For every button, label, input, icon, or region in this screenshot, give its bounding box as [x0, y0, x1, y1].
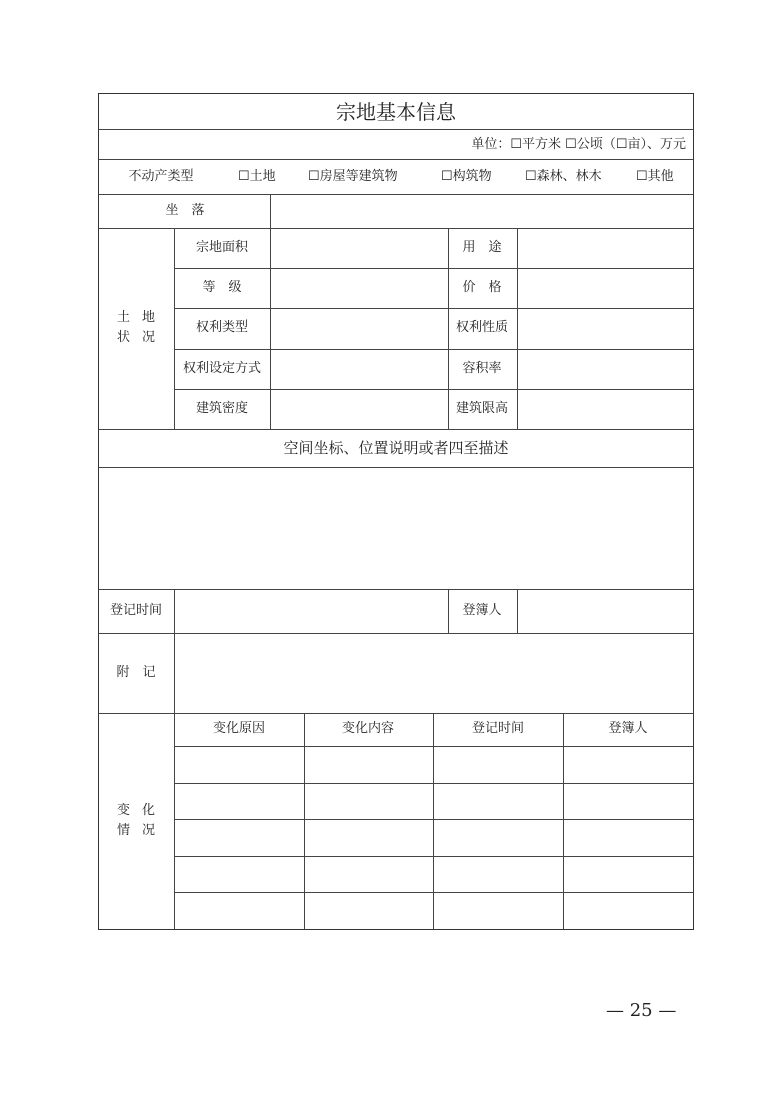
option-land[interactable]: ☐土地 — [238, 169, 276, 184]
row-label-height-limit: 建筑限高 — [455, 401, 509, 416]
row-label-right-type: 权利类型 — [195, 320, 249, 335]
divider — [99, 467, 693, 468]
row-label-price: 价 格 — [462, 280, 502, 295]
divider — [99, 129, 693, 130]
divider — [517, 228, 518, 429]
divider — [433, 713, 434, 929]
row-label-area: 宗地面积 — [195, 240, 249, 255]
row-label-building-density: 建筑密度 — [195, 401, 249, 416]
spatial-description-area[interactable] — [103, 471, 689, 585]
divider — [174, 389, 693, 390]
location-value[interactable] — [274, 195, 689, 227]
divider — [517, 589, 518, 633]
divider — [448, 228, 449, 429]
row-label-use: 用 途 — [462, 240, 502, 255]
divider — [174, 268, 693, 269]
changes-header-content: 变化内容 — [341, 721, 395, 736]
registrar-label: 登簿人 — [462, 603, 502, 618]
option-structure[interactable]: ☐构筑物 — [441, 169, 492, 184]
option-other[interactable]: ☐其他 — [636, 169, 674, 184]
divider — [563, 713, 564, 929]
changes-header-time: 登记时间 — [471, 721, 525, 736]
divider — [174, 589, 175, 633]
note-area[interactable] — [178, 637, 689, 709]
divider — [174, 228, 175, 429]
divider — [99, 589, 693, 590]
row-label-right-nature: 权利性质 — [455, 320, 509, 335]
page-number: — 25 — — [606, 1000, 677, 1021]
divider — [448, 589, 449, 633]
land-info-form — [98, 93, 694, 930]
divider — [99, 429, 693, 430]
property-type-label: 不动产类型 — [128, 169, 194, 184]
form-title: 宗地基本信息 — [336, 100, 456, 124]
divider — [270, 228, 271, 429]
changes-label: 变化 情况 — [116, 803, 168, 838]
divider — [99, 633, 693, 634]
row-label-right-method: 权利设定方式 — [182, 361, 262, 376]
divider — [99, 713, 693, 714]
divider — [99, 159, 693, 160]
changes-header-registrar: 登簿人 — [608, 721, 648, 736]
divider — [174, 633, 175, 713]
divider — [304, 713, 305, 929]
register-time-label: 登记时间 — [109, 603, 163, 618]
unit-line: 单位：☐平方米 ☐公顷（☐亩）、万元 — [471, 137, 686, 152]
location-label: 坐 落 — [165, 203, 205, 218]
divider — [174, 713, 175, 929]
divider — [270, 194, 271, 228]
divider — [174, 349, 693, 350]
spatial-header: 空间坐标、位置说明或者四至描述 — [283, 439, 509, 457]
divider — [99, 228, 693, 229]
divider — [174, 308, 693, 309]
row-label-grade: 等 级 — [202, 280, 242, 295]
changes-header-reason: 变化原因 — [212, 721, 266, 736]
row-label-plot-ratio: 容积率 — [462, 361, 502, 376]
land-status-label: 土地 状况 — [116, 310, 168, 345]
option-forest[interactable]: ☐森林、林木 — [525, 169, 602, 184]
option-building[interactable]: ☐房屋等建筑物 — [308, 169, 398, 184]
note-label: 附 记 — [116, 665, 156, 680]
